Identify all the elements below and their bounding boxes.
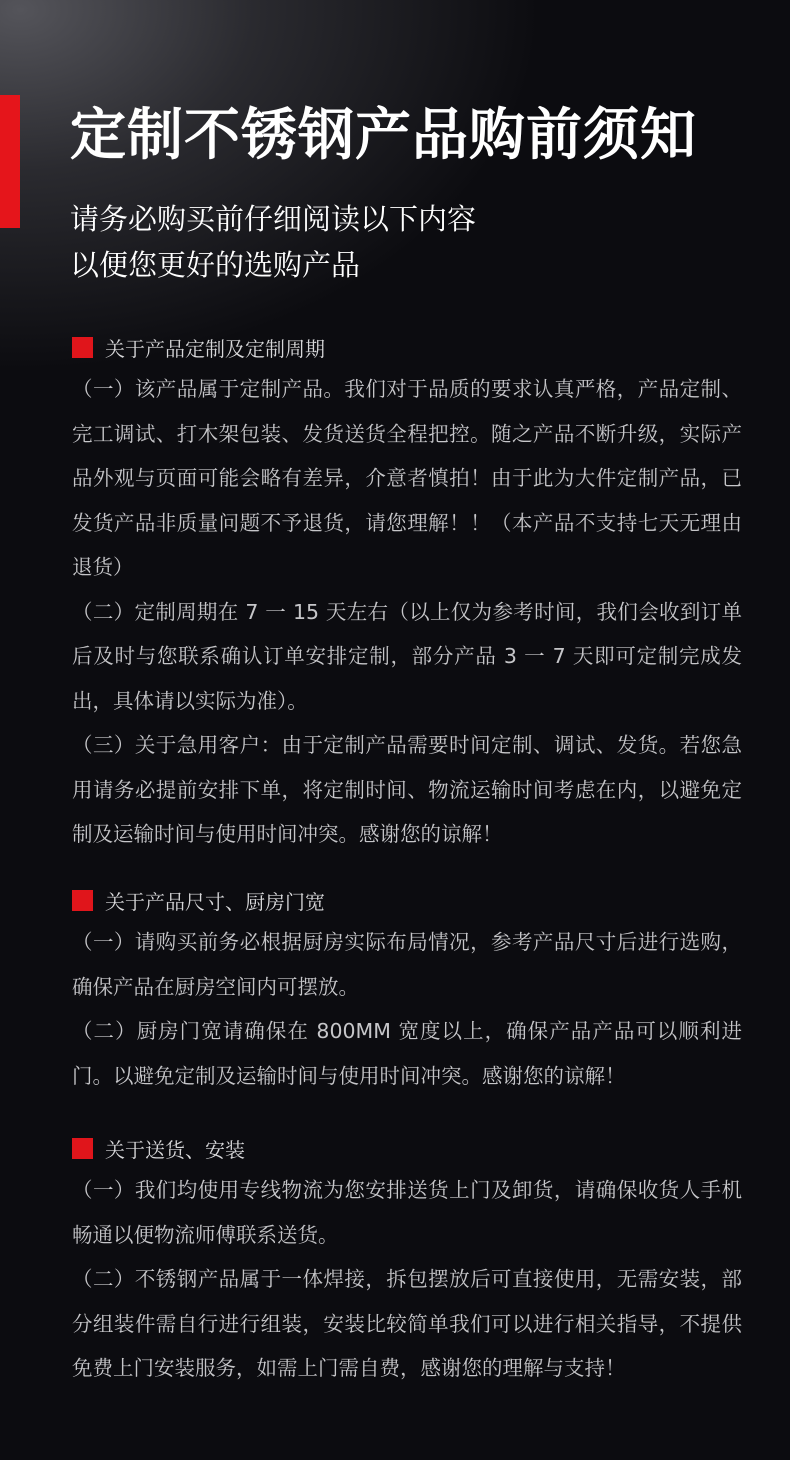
- red-square-bullet-icon: [72, 337, 93, 358]
- section-size-door-width: [72, 886, 742, 1098]
- paragraph: （一）我们均使用专线物流为您安排送货上门及卸货，请确保收货人手机畅通以便物流师傅联系送货。: [72, 1178, 742, 1247]
- paragraph: （三）关于急用客户：由于定制产品需要时间定制、调试、发货。若您急用请务必提前安排下单，将定制时间、物流运输时间考虑在内，以避免定制及运输时间与使用时间冲突。感谢您的谅解！: [72, 733, 742, 846]
- paragraph: （二）厨房门宽请确保在 800MM 宽度以上，确保产品产品可以顺利进门。以避免定制及运输时间与使用时间冲突。感谢您的谅解！: [72, 1019, 742, 1088]
- paragraph: （一）该产品属于定制产品。我们对于品质的要求认真严格，产品定制、完工调试、打木架包装、发货送货全程把控。随之产品不断升级，实际产品外观与页面可能会略有差异，介意者慎拍！由于此为大件定制产品，已发货产品非质量问题不予退货，请您理解！！（本产品不支持七天无理由退货）: [72, 377, 742, 579]
- paragraph: （一）请购买前务必根据厨房实际布局情况，参考产品尺寸后进行选购，确保产品在厨房空间内可摆放。: [72, 930, 742, 999]
- page-title: 定制不锈钢产品购前须知: [70, 103, 697, 168]
- section-customization: [72, 333, 742, 857]
- section-heading: [72, 333, 742, 361]
- accent-bar: [0, 95, 20, 228]
- subtitle-line-2: 以便您更好的选购产品: [70, 248, 361, 282]
- red-square-bullet-icon: [72, 1138, 93, 1159]
- section-title: 关于产品定制及定制周期: [105, 336, 325, 361]
- subtitle-line-1: 请务必购买前仔细阅读以下内容: [70, 202, 477, 236]
- section-heading: [72, 1134, 742, 1162]
- section-title: 关于产品尺寸、厨房门宽: [105, 889, 325, 914]
- paragraph: （二）不锈钢产品属于一体焊接，拆包摆放后可直接使用，无需安装，部分组装件需自行进行组装，安装比较简单我们可以进行相关指导，不提供免费上门安装服务，如需上门需自费，感谢您的理解与支持！: [72, 1267, 742, 1380]
- red-square-bullet-icon: [72, 890, 93, 911]
- subtitle: [70, 196, 476, 288]
- section-delivery-installation: [72, 1134, 742, 1391]
- section-title: 关于送货、安装: [105, 1137, 245, 1162]
- section-heading: [72, 886, 742, 914]
- paragraph: （二）定制周期在 7 一 15 天左右（以上仅为参考时间，我们会收到订单后及时与您联系确认订单安排定制，部分产品 3 一 7 天即可定制完成发出，具体请以实际为准）。: [72, 599, 742, 713]
